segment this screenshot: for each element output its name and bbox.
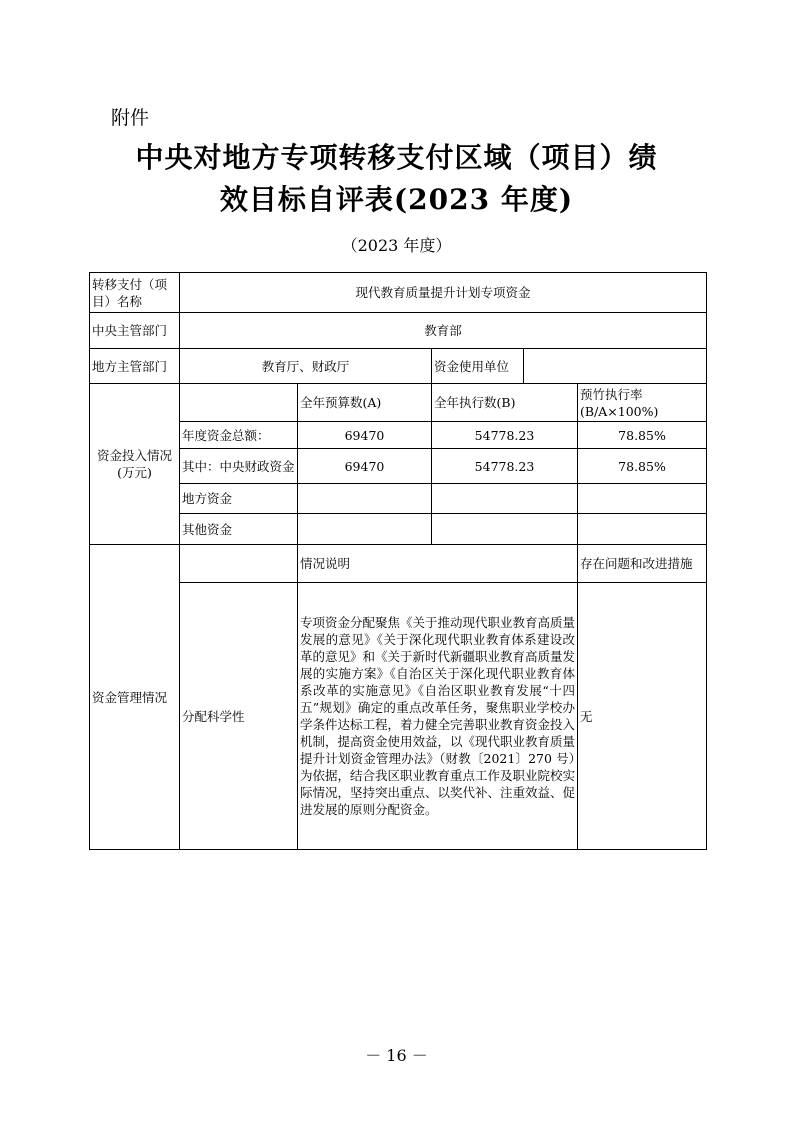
- rate-column-header: 预竹执行率(B/A×100%): [578, 384, 707, 422]
- local-dept-row: [90, 349, 707, 384]
- project-name-value: 现代教育质量提升计划专项资金: [180, 273, 707, 313]
- funding-row-total: [90, 422, 707, 449]
- central-dept-label: 中央主管部门: [90, 313, 180, 349]
- allocation-label: 分配科学性: [180, 583, 298, 850]
- page-number: － 16 －: [365, 1046, 428, 1065]
- situation-column-header: 情况说明: [298, 545, 578, 583]
- central-dept-row: [90, 313, 707, 349]
- rate-value: 78.85%: [578, 449, 707, 484]
- budget-column-header: 全年预算数(A): [298, 384, 432, 422]
- allocation-description: 专项资金分配聚焦《关于推动现代职业教育高质量发展的意见》《关于深化现代职业教育体系建设改革的意见》和《关于新时代新疆职业教育高质量发展的实施方案》《自治区关于深化现代职业教育体系改革的实施意见》《自治区职业教育发展“十四五”规划》确定的重点改革任务，聚焦职业学校办学条件达标工程，着力健全完善职业教育资金投入机制，提高资金使用效益，以《现代职业教育质量提升计划资金管理办法》（财教〔2021〕270 号）为依据，结合我区职业教育重点工作及职业院校实际情况，坚持突出重点、以奖代补、注重效益、促进发展的原则分配资金。: [298, 583, 578, 850]
- allocation-problem: 无: [578, 583, 707, 850]
- project-name-row: [90, 273, 707, 313]
- evaluation-table: [89, 272, 707, 850]
- budget-value: 69470: [298, 449, 432, 484]
- funding-corner-cell: [180, 384, 298, 422]
- mgmt-corner-cell: [180, 545, 298, 583]
- funding-row-other: [90, 514, 707, 545]
- attachment-label: 附件: [111, 107, 150, 129]
- executed-column-header: 全年执行数(B): [432, 384, 578, 422]
- budget-value: [298, 514, 432, 545]
- central-dept-value: 教育部: [180, 313, 707, 349]
- row-label: 其他资金: [180, 514, 298, 545]
- row-label: 年度资金总额：: [180, 422, 298, 449]
- executed-value: [432, 514, 578, 545]
- executed-value: 54778.23: [432, 422, 578, 449]
- fund-user-value: [524, 349, 707, 384]
- budget-value: 69470: [298, 422, 432, 449]
- mgmt-header-row: [90, 545, 707, 583]
- funding-label: 资金投入情况(万元): [90, 384, 180, 545]
- project-name-label: 转移支付（项目）名称: [90, 273, 180, 313]
- local-dept-label: 地方主管部门: [90, 349, 180, 384]
- row-label: 地方资金: [180, 484, 298, 514]
- rate-value: [578, 514, 707, 545]
- row-label: 其中：中央财政资金: [180, 449, 298, 484]
- funding-header-row: [90, 384, 707, 422]
- executed-value: [432, 484, 578, 514]
- executed-value: 54778.23: [432, 449, 578, 484]
- fund-user-label: 资金使用单位: [432, 349, 524, 384]
- rate-value: 78.85%: [578, 422, 707, 449]
- allocation-row: [90, 583, 707, 850]
- mgmt-label: 资金管理情况: [90, 545, 180, 850]
- budget-value: [298, 484, 432, 514]
- document-title-line-1: 中央对地方专项转移支付区域（项目）绩: [135, 141, 658, 174]
- document-subtitle: （2023 年度）: [341, 236, 452, 255]
- local-dept-value: 教育厅、财政厅: [180, 349, 432, 384]
- problems-column-header: 存在问题和改进措施: [578, 545, 707, 583]
- document-title-line-2: 效目标自评表(2023 年度): [219, 183, 574, 216]
- funding-row-local: [90, 484, 707, 514]
- funding-row-central: [90, 449, 707, 484]
- rate-value: [578, 484, 707, 514]
